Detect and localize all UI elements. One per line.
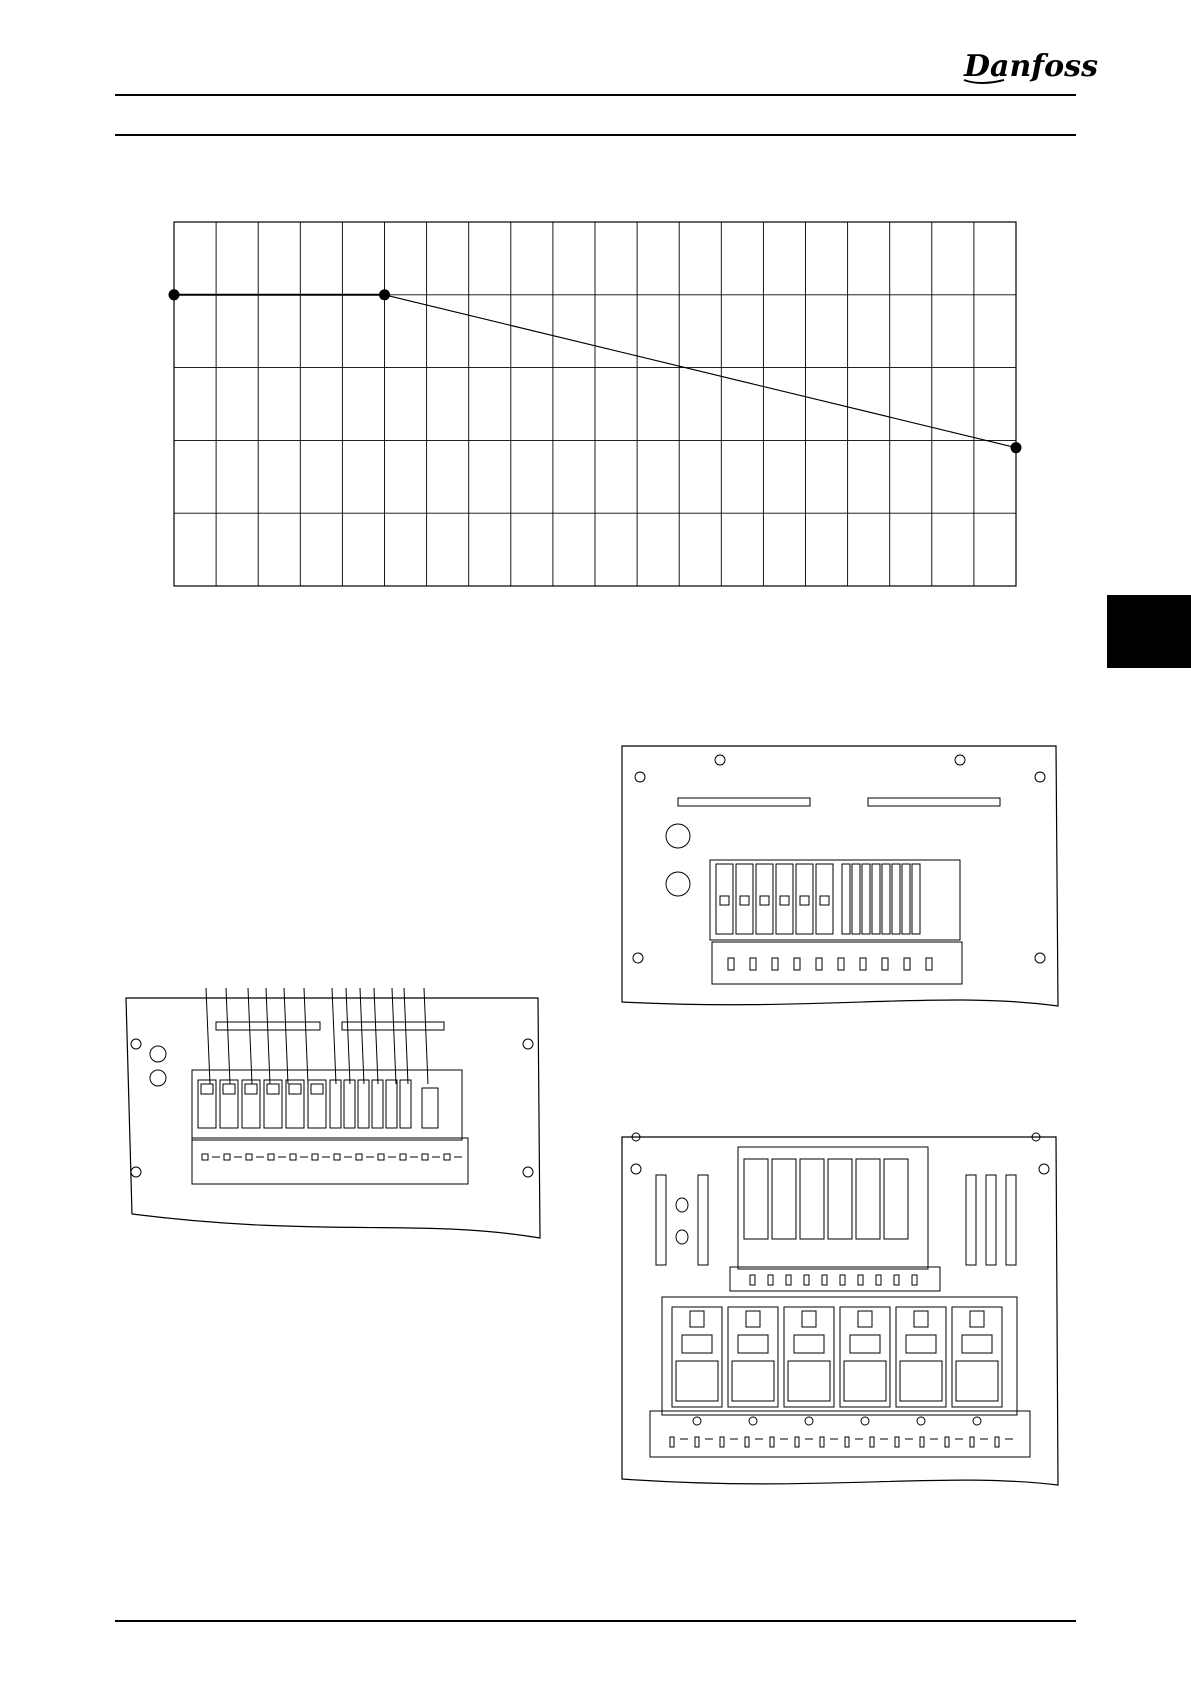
terminal-block: [882, 864, 890, 934]
brand-wordmark: Danfoss: [964, 49, 1098, 84]
terminal-block: [816, 864, 833, 934]
terminal-panel-right-top: [620, 740, 1060, 1010]
header-rule-bottom: [115, 134, 1076, 136]
data-point: [169, 289, 180, 300]
terminal-block: [862, 864, 870, 934]
power-terminal: [784, 1307, 834, 1407]
terminal-block: [400, 1080, 411, 1128]
terminal-block: [796, 864, 813, 934]
terminal-block: [856, 1159, 880, 1239]
terminal-block: [902, 864, 910, 934]
terminal-block: [330, 1080, 341, 1128]
footer-rule: [115, 1620, 1076, 1622]
power-terminal: [728, 1307, 778, 1407]
danfoss-logo-icon: [960, 40, 1098, 90]
terminal-block: [358, 1080, 369, 1128]
terminal-block: [776, 864, 793, 934]
chart-grid: [174, 222, 1016, 586]
terminal-block: [800, 1159, 824, 1239]
terminal-block: [744, 1159, 768, 1239]
power-terminal: [952, 1307, 1002, 1407]
terminal-block: [884, 1159, 908, 1239]
data-point: [1011, 442, 1022, 453]
terminal-block: [892, 864, 900, 934]
chapter-tab: [1107, 595, 1191, 668]
power-terminal: [840, 1307, 890, 1407]
terminal-block: [372, 1080, 383, 1128]
terminal-block: [736, 864, 753, 934]
terminal-block: [716, 864, 733, 934]
data-point: [379, 289, 390, 300]
terminal-panel-right-bottom: [620, 1125, 1060, 1490]
terminal-block: [828, 1159, 852, 1239]
terminal-block: [386, 1080, 397, 1128]
terminal-block: [344, 1080, 355, 1128]
terminal-block: [842, 864, 850, 934]
terminal-block: [872, 864, 880, 934]
terminal-block: [852, 864, 860, 934]
terminal-block: [772, 1159, 796, 1239]
series-segment: [385, 295, 1017, 448]
terminal-block: [756, 864, 773, 934]
terminal-panel-left: [122, 988, 542, 1238]
derating-chart: [170, 218, 1020, 590]
header-rule-top: [115, 94, 1076, 96]
power-terminal: [672, 1307, 722, 1407]
power-terminal: [896, 1307, 946, 1407]
terminal-block: [912, 864, 920, 934]
